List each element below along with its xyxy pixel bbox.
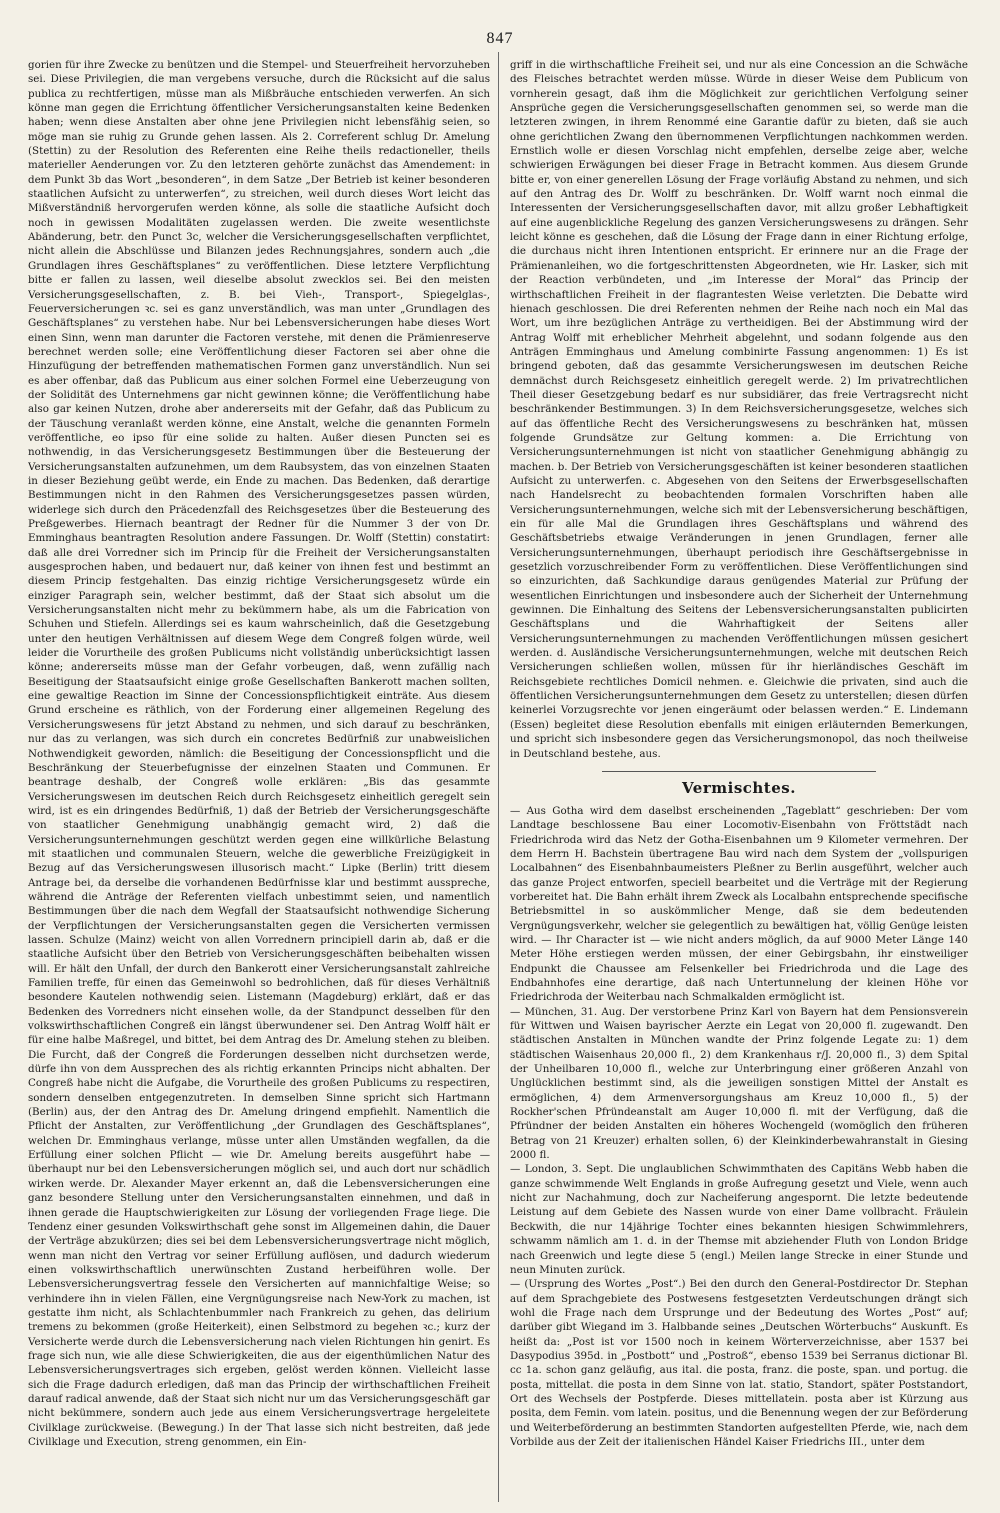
page-number: 847	[486, 30, 514, 47]
news-item-muenchen: — München, 31. Aug. Der verstorbene Prinz Karl von Bayern hat dem Pensionsverein für Wittwen und Waisen bayrischer Aerzte ein Legat von 20,000 fl. zugewandt. Den städtischen Anstalten in München wandte der Prinz folgende Legate zu: 1) dem städtischen Waisenhaus 20,000 fl., 2) dem Krankenhaus r/J. 20,000 fl., 3) dem Spital der Unheilbaren 10,000 fl., welche zur Unterbringung einer größeren Anzahl von Unglücklichen bestimmt sind, als die jeweiligen sonstigen Mittel der Anstalt es ermöglichen, 4) dem Armenversorgungshaus am Kreuz 10,000 fl., 5) der Rockher'schen Pfründeanstalt am Auger 10,000 fl. mit der Verfügung, daß die Pfründner der beiden Anstalten ein höheres Wochengeld (womöglich den früheren Betrag von 21 Kreuzer) erhalten sollen, 6) der Kleinkinderbewahranstalt in Giesing 2000 fl.	[510, 1005, 968, 1162]
section-divider	[602, 771, 877, 772]
left-column	[28, 58, 490, 1498]
right-column	[510, 58, 968, 1498]
section-heading-vermischtes: Vermischtes.	[682, 778, 796, 797]
news-item-post: — (Ursprung des Wortes „Post“.) Bei den durch den General-Postdirector Dr. Stephan auf dem Sprachgebiete des Postwesens festgesetzten Verdeutschungen drängt sich wohl die Frage nach dem Ursprunge und der Bedeutung des Wortes „Post“ auf; darüber gibt Wiegand im 3. Halbbande seines „Deutschen Wörterbuchs“ Auskunft. Es heißt da: „Post ist vor 1500 noch in keinem Wörterverzeichnisse, aber 1537 bei Dasypodius 395d. in „Postbott“ und „Postroß“, ebenso 1539 bei Serranus dictionar Bl. cc 1a. schon ganz geläufig, aus ital. die posta, franz. die poste, span. und portug. die posta, mittellat. die posta in dem Sinne von lat. statio, Standort, später Poststandort, Ort des Wechsels der Postpferde. Dieses mittellatein. posta aber ist Kürzung aus posita, dem Femin. vom latein. positus, und die Benennung wegen der zur Beförderung und Weiterbeförderung an bestimmten Standorten aufgestellten Pferde, wie, nach dem Vorbilde aus der Zeit der italienischen Händel Kaiser Friedrichs III., unter dem	[510, 1278, 968, 1448]
news-item-gotha: — Aus Gotha wird dem daselbst erscheinenden „Tageblatt“ geschrieben: Der vom Landtage beschlossene Bau einer Locomotiv-Eisenbahn von Fröttstädt nach Friedrichroda wird das Netz der Gotha-Eisenbahnen um 9 Kilometer vermehren. Der dem Herrn H. Bachstein übertragene Bau wird nach dem System der „vollspurigen Localbahnen“ des Eisenbahnbaumeisters Pleßner zu Berlin ausgeführt, welcher auch das ganze Project entworfen, speciell bearbeitet und die Verträge mit der Regierung vorbereitet hat. Die Bahn erhält ihrem Zweck als Localbahn entsprechende specifische Betriebsmittel in so auskömmlicher Menge, daß sie dem bedeutenden Vergnügungsverkehr, welcher sie gelegentlich zu bewältigen hat, völlig Genüge leisten wird. — Ihr Character ist — wie nicht anders möglich, da auf 9000 Meter Länge 140 Meter Höhe erstiegen werden müssen, der einer Gebirgsbahn, ihr einstweiliger Endpunkt die Chaussee am Felsenkeller bei Friedrichroda und die Lage des Endbahnhofes eine derartige, daß nach Untertunnelung der kleinen Höhe vor Friedrichroda der Weiterbau nach Schmalkalden ermöglicht ist.	[510, 804, 968, 1004]
news-item-london: — London, 3. Sept. Die unglaublichen Schwimmthaten des Capitäns Webb haben die ganze schwimmende Welt Englands in große Aufregung gesetzt und Viele, wenn auch nicht zur Nachahmung, doch zur Nacheiferung angespornt. Die letzte bedeutende Leistung auf dem Gebiete des Nassen wurde von einer Dame vollbracht. Fräulein Beckwith, die nur 14jährige Tochter eines bekannten hiesigen Schwimmlehrers, schwamm nämlich am 1. d. in der Themse mit abziehender Fluth von London Bridge nach Greenwich und legte diese 5 (engl.) Meilen lange Strecke in einer Stunde und neun Minuten zurück.	[510, 1163, 968, 1276]
column-rule	[498, 52, 499, 1502]
left-column-text: gorien für ihre Zwecke zu benützen und die Stempel- und Steuerfreiheit hervorzuheben sei. Diese Privilegien, die man vergebens versuche, durch die Rücksicht auf die salus publica zu rechtfertigen, müsse man als Mißbräuche entschieden verwerfen. An sich könne man gegen die Errichtung öffentlicher Versicherungsanstalten keine Bedenken haben; wenn diese Anstalten aber ohne jene Privilegien nicht lebensfähig seien, so möge man sie ruhig zu Grunde gehen lassen. Als 2. Correferent schlug Dr. Amelung (Stettin) zu der Resolution des Referenten eine Reihe theils redactioneller, theils materieller Aenderungen vor. Zu den letzteren gehörte zunächst das Amendement: in dem Punkt 3b das Wort „besonderen“, in dem Satze „Der Betrieb ist keiner besonderen staatlichen Aufsicht zu unterwerfen“, zu streichen, weil durch dieses Wort leicht das Mißverständniß hervorgerufen werden könne, als solle die staatliche Aufsicht doch noch in gewissen Modalitäten zugelassen werden. Die zweite wesentlichste Abänderung, betr. den Punct 3c, welcher die Versicherungsgesellschaften verpflichtet, nicht allein die Abschlüsse und Bilanzen jedes Rechnungsjahres, sondern auch „die Grundlagen ihres Geschäftsplanes“ zu veröffentlichen. Diese letztere Verpflichtung bitte er fallen zu lassen, weil dieselbe absolut zwecklos sei. Bei den meisten Versicherungsgesellschaften, z. B. bei Vieh-, Transport-, Spiegelglas-, Feuerversicherungen ꝛc. sei es ganz unverständlich, was man unter „Grundlagen des Geschäftsplanes“ zu verstehen habe. Nur bei Lebensversicherungen habe dieses Wort einen Sinn, wenn man darunter die Factoren verstehe, mit denen die Prämienreserve berechnet werden solle; eine Veröffentlichung dieser Factoren sei aber ohne die Hinzufügung der betreffenden mathematischen Formen ganz unverständlich. Nun sei es aber offenbar, daß das Publicum aus einer solchen Formel eine Ueberzeugung von der Solidität des Unternehmens gar nicht gewinnen könne; die Veröffentlichung habe also gar keinen Nutzen, drohe aber andererseits mit der Gefahr, daß das Publicum zu der Täuschung veranlaßt werden könne, eine Anstalt, welche die genannten Formeln veröffentliche, eo ipso für eine solide zu halten. Außer diesen Puncten sei es nothwendig, in das Versicherungsgesetz Bestimmungen über die Besteuerung der Versicherungsanstalten aufzunehmen, um dem Raubsystem, das von einzelnen Staaten in dieser Beziehung geübt werde, ein Ende zu machen. Das Bedenken, daß derartige Bestimmungen nicht in den Rahmen des Versicherungsgesetzes passen würden, widerlege sich durch den Präcedenzfall des Reichsgesetzes über die Besteuerung des Preßgewerbes. Hiernach beantragt der Redner für die Nummer 3 der von Dr. Emminghaus beantragten Resolution andere Fassungen. Dr. Wolff (Stettin) constatirt: daß alle drei Vorredner sich im Princip für die Freiheit der Versicherungsanstalten ausgesprochen haben, und bedauert nur, daß keiner von ihnen fest und bestimmt an diesem Princip festgehalten. Das einzig richtige Versicherungsgesetz würde ein einziger Paragraph sein, welcher bestimmt, daß der Staat sich absolut um die Versicherungsanstalten nicht mehr zu bekümmern habe, als um die Fabrication von Schuhen und Stiefeln. Allerdings sei es kaum wahrscheinlich, daß die Gesetzgebung unter den heutigen Verhältnissen auf diesem Wege dem Congreß folgen würde, weil leider die Vorurtheile des großen Publicums nicht vollständig unberücksichtigt lassen könne; andererseits müsse man der Gefahr vorbeugen, daß, wenn zufällig nach Beseitigung der Staatsaufsicht einige große Gesellschaften Bankerott machen sollten, eine gewaltige Reaction im Sinne der Concessionspflichtigkeit einträte. Aus diesem Grund erscheine es räthlich, von der Forderung einer allgemeinen Regelung des Versicherungswesens für jetzt Abstand zu nehmen, und sich darauf zu beschränken, nur das zu verlangen, was sich durch ein concretes Bedürfniß zur unabweislichen Nothwendigkeit geworden, nämlich: die Beseitigung der Concessionspflicht und die Beschränkung der Steuerbefugnisse der einzelnen Staaten und Communen. Er beantrage deshalb, der Congreß wolle erklären: „Bis das gesammte Versicherungswesen im deutschen Reich durch Reichsgesetz einheitlich geregelt sein wird, ist es ein dringendes Bedürfniß, 1) daß der Betrieb der Versicherungsgeschäfte von staatlicher Genehmigung unabhängig gemacht wird, 2) daß die Versicherungsunternehmungen geschützt werden gegen eine willkürliche Belastung mit staatlichen und communalen Steuern, welche die gewerbliche Freizügigkeit in Bezug auf das Versicherungswesen illusorisch macht.“ Lipke (Berlin) tritt diesem Antrage bei, da derselbe die vorhandenen Bedürfnisse klar und bestimmt ausspreche, während die Anträge der Referenten vielfach unbestimmt seien, und namentlich Bestimmungen über die nach dem Wegfall der Staatsaufsicht nothwendige Sicherung der Verpflichtungen der Versicherungsanstalten gegen die Versicherten vermissen lassen. Schulze (Mainz) weicht von allen Vorrednern principiell darin ab, daß er die staatliche Aufsicht über den Betrieb von Versicherungsgeschäften beibehalten wissen will. Er hält den Unfall, der durch den Bankerott einer Versicherungsanstalt zahlreiche Familien treffe, für einen das Gemeinwohl so bedrohlichen, daß für dieses Verhältniß besondere Kautelen nothwendig seien. Listemann (Magdeburg) erklärt, daß er das Bedenken des Vorredners nicht einsehen wolle, da der Standpunct desselben für den volkswirthschaftlichen Congreß ein längst überwundener sei. Den Antrag Wolff hält er für eine halbe Maßregel, und bittet, bei dem Antrag des Dr. Amelung stehen zu bleiben. Die Furcht, daß der Congreß die Forderungen desselben nicht durchsetzen werde, dürfe ihn von dem Aussprechen des als richtig erkannten Princips nicht abhalten. Der Congreß habe nicht die Aufgabe, die Vorurtheile des großen Publicums zu respectiren, sondern denselben entgegenzutreten. In demselben Sinne spricht sich Hartmann (Berlin) aus, der den Antrag des Dr. Amelung dringend empfiehlt. Namentlich die Pflicht der Anstalten, zur Veröffentlichung „der Grundlagen des Geschäftsplanes“, welchen Dr. Emminghaus verlange, müsse unter allen Umständen wegfallen, da die Erfüllung einer solchen Pflicht — wie Dr. Amelung bereits ausgeführt habe — überhaupt nur bei den Lebensversicherungen möglich sei, und auch dort nur schädlich wirken werde. Dr. Alexander Mayer erkennt an, daß die Lebensversicherungen eine ganz besondere Stellung unter den Versicherungsanstalten einnehmen, und daß in ihnen gerade die Hauptschwierigkeiten zur Lösung der vorliegenden Frage liege. Die Tendenz einer gesunden Volkswirthschaft gehe sonst im Allgemeinen dahin, die Dauer der Verträge abzukürzen; dies sei bei dem Lebensversicherungsvertrage nicht möglich, wenn man nicht den Vertrag vor seiner Erfüllung auflösen, und dadurch wiederum einen volkswirthschaftlich unerwünschten Zustand herbeiführen wolle. Der Lebensversicherungsvertrag fessele den Versicherten auf mannichfaltige Weise; so verhindere ihn in vielen Fällen, eine Vergnügungsreise nach New-York zu machen, ist gestatte ihm nicht, als Schlachtenbummler nach Frankreich zu gehen, das delirium tremens zu bekommen (große Heiterkeit), einen Selbstmord zu begehen ꝛc.; kurz der Versicherte werde durch die Lebensversicherung nach vielen Richtungen hin genirt. Es frage sich nun, wie alle diese Schwierigkeiten, die aus der eigenthümlichen Natur des Lebensversicherungsvertrages sich ergeben, gelöst werden können. Vielleicht lasse sich die Frage dadurch erledigen, daß man das Princip der wirthschaftlichen Freiheit darauf radical anwende, daß der Staat sich nicht nur um das Versicherungsgeschäft gar nicht bekümmere, sondern auch jede aus einem Versicherungsvertrage hergeleitete Civilklage zurückweise. (Bewegung.) In der That lasse sich nicht bestreiten, daß jede Civilklage und Execution, streng genommen, ein Ein-	[28, 59, 490, 1448]
right-column-text: griff in die wirthschaftliche Freiheit sei, und nur als eine Concession an die Schwäche des Fleisches betrachtet werden müsse. Würde in dieser Weise dem Publicum von vornherein gesagt, daß ihm die Möglichkeit zur gerichtlichen Verfolgung seiner Ansprüche gegen die Versicherungsgesellschaften genommen sei, so werde man die letzteren zwingen, in ihrem Renommé eine Garantie dafür zu bieten, daß sie auch ohne gerichtlichen Zwang den übernommenen Verpflichtungen nachkommen werden. Ernstlich wolle er diesen Vorschlag nicht empfehlen, derselbe zeige aber, welche schwierigen Erwägungen bei dieser Frage in Betracht kommen. Aus diesem Grunde bitte er, von einer generellen Lösung der Frage vorläufig Abstand zu nehmen, und sich auf den Antrag des Dr. Wolff zu beschränken. Dr. Wolff warnt noch einmal die Interessenten der Versicherungsgesellschaften davor, mit allzu großer Lebhaftigkeit auf eine augenblickliche Regelung des ganzen Versicherungswesens zu drängen. Sehr leicht könne es geschehen, daß die Lösung der Frage dann in einer Richtung erfolge, die durchaus nicht ihren Intentionen entspricht. Er erinnere nur an die Frage der Prämienanleihen, wo die fortgeschrittensten Abgeordneten, wie Hr. Lasker, sich mit der Reaction verbündeten, und „im Interesse der Moral“ das Princip der wirthschaftlichen Freiheit in der flagrantesten Weise verletzten. Die Debatte wird hienach geschlossen. Die drei Referenten nehmen der Reihe nach noch ein Mal das Wort, um ihre bezüglichen Anträge zu vertheidigen. Bei der Abstimmung wird der Antrag Wolff mit erheblicher Mehrheit abgelehnt, und sodann folgende aus den Anträgen Emminghaus und Amelung combinirte Fassung angenommen: 1) Es ist bringend geboten, daß das gesammte Versicherungswesen im deutschen Reiche demnächst durch Reichsgesetz einheitlich geregelt werde. 2) Im privatrechtlichen Theil dieser Gesetzgebung bedarf es nur subsidiärer, das freie Vertragsrecht nicht beschränkender Bestimmungen. 3) In dem Reichsversicherungsgesetze, welches sich auf das öffentliche Recht des Versicherungswesens zu beschränken hat, müssen folgende Grundsätze zur Geltung kommen: a. Die Errichtung von Versicherungsunternehmungen ist nicht von staatlicher Genehmigung abhängig zu machen. b. Der Betrieb von Versicherungsgeschäften ist keiner besonderen staatlichen Aufsicht zu unterwerfen. c. Abgesehen von den Seitens der Erwerbsgesellschaften nach Handelsrecht zu beobachtenden formalen Vorschriften haben alle Versicherungsunternehmungen, welche sich mit der Lebensversicherung beschäftigen, ein für alle Mal die Grundlagen ihres Geschäftsplans und während des Geschäftsbetriebs etwaige Veränderungen in jenen Grundlagen, ferner alle Versicherungsunternehmungen, überhaupt periodisch ihre Geschäftsergebnisse in gesetzlich vorzuschreibender Form zu veröffentlichen. Diese Veröffentlichungen sind so einzurichten, daß Sachkundige daraus genügendes Material zur Prüfung der wesentlichen Einrichtungen und insbesondere auch der Sicherheit der Unternehmung gewinnen. Die Einhaltung des Seitens der Lebensversicherungsanstalten publicirten Geschäftsplans und die Wahrhaftigkeit der Seitens aller Versicherungsunternehmungen zu machenden Veröffentlichungen müssen gesichert werden. d. Ausländische Versicherungsunternehmungen, welche mit deutschen Reich Versicherungen schließen wollen, müssen für ihr hierländisches Geschäft im Reichsgebiete rechtliches Domicil nehmen. e. Gleichwie die privaten, sind auch die öffentlichen Versicherungsunternehmungen dem Gesetz zu unterstellen; diesen dürfen keinerlei Vorzugsrechte vor jenen eingeräumt oder belassen werden.“ E. Lindemann (Essen) begleitet diese Resolution ebenfalls mit einigen erläuternden Bemerkungen, und spricht sich insbesondere gegen das Versicherungsmonopol, das noch theilweise in Deutschland bestehe, aus.	[510, 59, 968, 760]
